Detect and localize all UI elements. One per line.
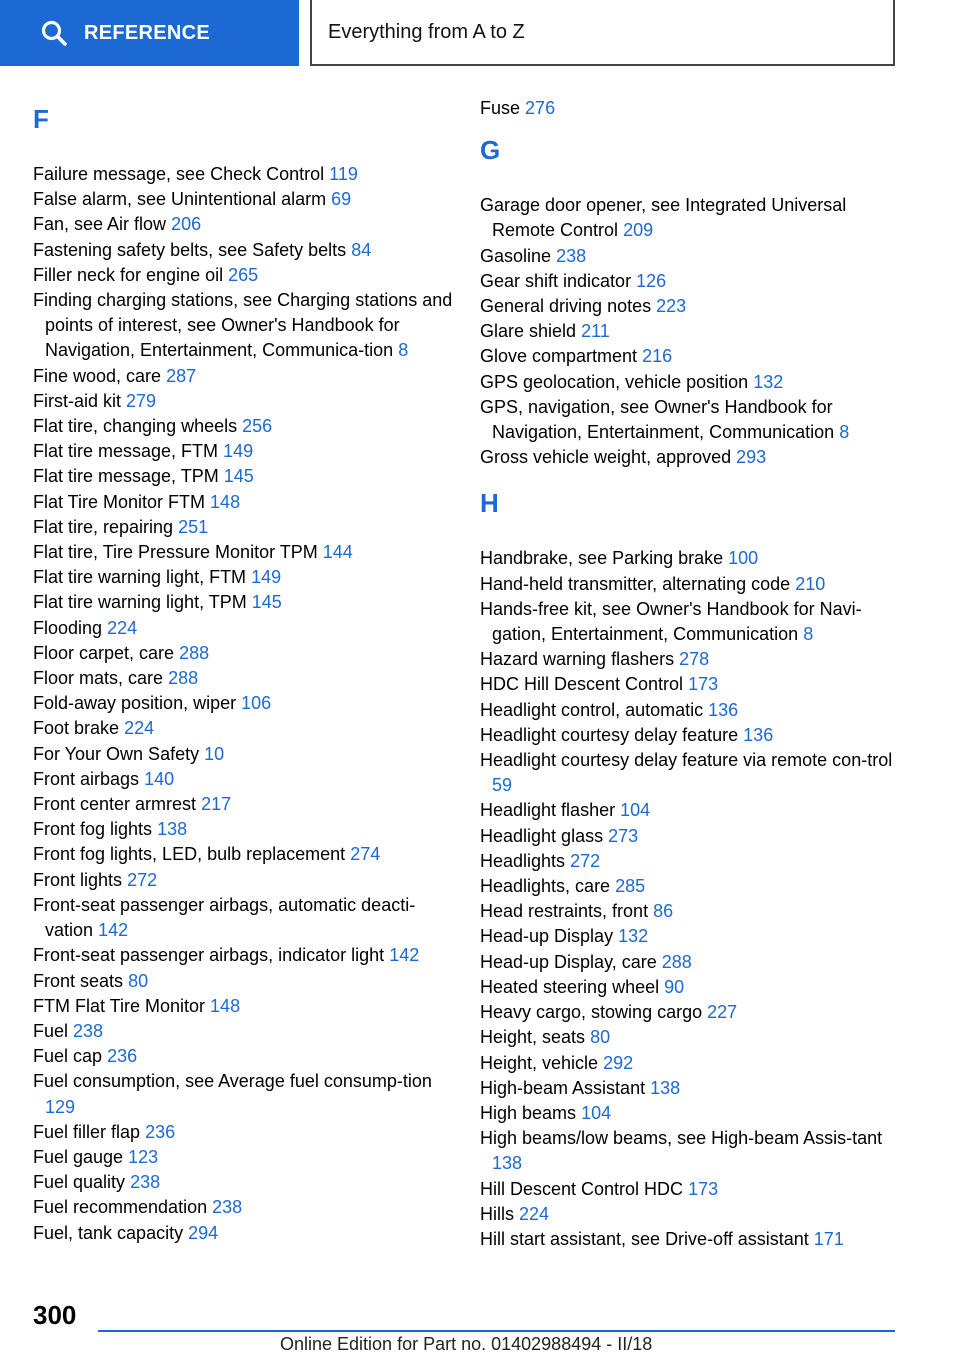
index-entry-text: Fuel, tank capacity [33,1222,184,1243]
index-entry [33,842,453,867]
index-entry-text: Head-up Display [480,926,614,947]
page-reference-link[interactable]: 238 [130,1172,161,1193]
index-entry-text: GPS geolocation, vehicle position [480,371,749,392]
index-entry [480,1025,900,1050]
page-reference-link[interactable]: 123 [128,1146,159,1167]
page-reference-link[interactable]: 149 [223,441,254,462]
index-entry [480,294,900,319]
page-reference-link[interactable]: 148 [210,995,241,1016]
page-reference-link[interactable]: 216 [642,346,673,367]
index-entry-text: Failure message, see Check Control [33,164,325,184]
chapter-title: Everything from A to Z [328,20,525,43]
page-reference-link[interactable]: 80 [590,1027,611,1048]
index-entry-text: Headlights [480,850,566,871]
page-reference-link[interactable]: 136 [743,724,774,745]
page-reference-link[interactable]: 138 [650,1077,681,1098]
index-entries-f [33,162,453,1246]
index-entry-text: Headlights, care [480,876,611,897]
index-column-left [33,96,453,1246]
index-entry [33,691,453,716]
page-reference-link[interactable]: 145 [251,592,282,613]
index-entry [480,96,900,121]
index-entry [33,263,453,288]
index-entry-text: Front-seat passenger airbags, automatic deacti-vation [33,894,416,941]
page-reference-link[interactable]: 223 [656,296,687,317]
index-entry-text: Fuel cap [33,1046,103,1067]
page-number: 300 [33,1300,77,1330]
index-entry [33,187,453,212]
index-entry [33,1221,453,1246]
page-reference-link[interactable]: 119 [329,164,358,184]
index-entry [33,1195,453,1220]
page-reference-link[interactable]: 142 [98,920,129,941]
page-reference-link[interactable]: 251 [178,516,209,537]
page-reference-link[interactable]: 69 [331,189,352,210]
page-reference-link[interactable]: 238 [73,1020,104,1041]
index-entry [33,490,453,515]
index-entry [33,288,453,364]
page-reference-link[interactable]: 265 [228,264,259,285]
index-entry-text: Front center armrest [33,794,197,815]
index-entry [33,515,453,540]
index-entry [480,597,900,647]
index-entry-text: Hills [480,1203,514,1224]
index-entry-text: Hazard warning flashers [480,649,675,670]
page-reference-link[interactable]: 224 [519,1203,550,1224]
page-reference-link[interactable]: 129 [45,1096,76,1117]
index-entry [33,1120,453,1145]
page-reference-link[interactable]: 8 [839,422,850,443]
index-entries-h [480,546,900,1252]
index-entry-text: Glare shield [480,321,577,342]
index-entry-text: Hill start assistant, see Drive-off assistant [480,1228,809,1249]
index-entry-text: Floor carpet, care [33,642,175,663]
page-reference-link[interactable]: 293 [736,447,767,468]
page-reference-link[interactable]: 171 [813,1228,844,1249]
page-reference-link[interactable]: 274 [350,844,381,865]
index-entry-text: Fine wood, care [33,365,162,386]
index-entry-text: Fuel recommendation [33,1197,208,1218]
index-entry-text: Height, seats [480,1027,586,1048]
page-reference-link[interactable]: 272 [570,850,601,871]
index-entry-text: Front fog lights [33,819,153,840]
index-entry-text: Fuel consumption, see Average fuel consump-tion [33,1071,432,1092]
index-entry-text: Heavy cargo, stowing cargo [480,1002,703,1023]
page-reference-link[interactable]: 138 [492,1153,523,1174]
index-entry-text: Handbrake, see Parking brake [480,548,724,569]
index-entry [33,162,453,187]
index-entry [33,565,453,590]
index-entry-text: False alarm, see Unintentional alarm [33,189,327,210]
index-entry-text: Flat Tire Monitor FTM [33,491,206,512]
index-entry [480,344,900,369]
index-entry [33,616,453,641]
page-reference-link[interactable]: 84 [351,239,372,260]
page-header [0,0,960,66]
index-entry [480,370,900,395]
page-reference-link[interactable]: 149 [251,567,282,588]
index-entry [33,666,453,691]
page-reference-link[interactable]: 227 [707,1002,738,1023]
index-entry [33,767,453,792]
index-entry-text: GPS, navigation, see Owner's Handbook for Navigation, Entertainment, Communication [480,396,835,443]
page-reference-link[interactable]: 273 [608,825,639,846]
index-entry-text: Flat tire message, TPM [33,466,219,487]
index-entry [480,572,900,597]
page-reference-link[interactable]: 285 [615,876,646,897]
index-entry [480,1227,900,1252]
index-entry [480,748,900,798]
index-entry [33,590,453,615]
index-entry [480,1177,900,1202]
index-entry-text: Glove compartment [480,346,638,367]
index-entries-g [480,193,900,470]
search-icon [40,19,68,47]
index-entry-text: Fuel quality [33,1172,126,1193]
section-label: REFERENCE [84,21,211,44]
index-entry-text: Floor mats, care [33,668,164,689]
index-entry [480,193,900,243]
index-entry-text: General driving notes [480,296,652,317]
page-reference-link[interactable]: 278 [679,649,710,670]
index-entry [480,1076,900,1101]
page-reference-link[interactable]: 210 [795,573,826,594]
index-entry-text: High beams/low beams, see High-beam Assis-tant [480,1128,883,1149]
page-reference-link[interactable]: 294 [188,1222,219,1243]
index-entry [480,723,900,748]
index-entry-text: Gross vehicle weight, approved [480,447,732,468]
index-letter-f: F [33,104,49,134]
index-entry [33,1044,453,1069]
index-entry-text: High-beam Assistant [480,1077,646,1098]
index-entry [480,1202,900,1227]
index-entry [33,540,453,565]
index-entry-text: Fuse [480,98,521,118]
page-reference-link[interactable]: 104 [620,800,651,821]
index-entry-text: Flat tire, repairing [33,516,174,537]
index-entry [480,319,900,344]
index-entry-text: Headlight flasher [480,800,616,821]
index-entry-text: Fuel [33,1020,69,1041]
index-entry [480,824,900,849]
index-entry [33,817,453,842]
index-entry-text: Hill Descent Control HDC [480,1178,684,1199]
page-reference-link[interactable]: 224 [124,718,155,739]
index-entry-text: Filler neck for engine oil [33,264,224,285]
index-entry [480,672,900,697]
index-entry [33,1170,453,1195]
index-entry-text: Head restraints, front [480,901,649,922]
page-reference-link[interactable]: 8 [398,340,409,361]
index-entry [33,641,453,666]
page-reference-link[interactable]: 8 [803,624,814,645]
index-entry [480,798,900,823]
page-reference-link[interactable]: 238 [556,245,587,266]
index-entry-text: Fuel gauge [33,1146,124,1167]
page-reference-link[interactable]: 142 [389,945,420,966]
index-entry-text: Hands-free kit, see Owner's Handbook for Navi-gation, Entertainment, Communication [480,598,862,645]
index-entry [33,994,453,1019]
index-entry-text: Flat tire, Tire Pressure Monitor TPM [33,542,318,563]
index-entry [480,924,900,949]
index-entry [480,1051,900,1076]
footer-divider [98,1330,895,1332]
page-reference-link[interactable]: 144 [322,542,353,563]
index-entry [33,893,453,943]
index-entry-text: First-aid kit [33,390,122,411]
index-entry-text: Front fog lights, LED, bulb replacement [33,844,346,865]
page-reference-link[interactable]: 132 [753,371,784,392]
index-letter-g: G [480,135,501,166]
index-entry [480,445,900,470]
page-reference-link[interactable]: 272 [127,869,158,890]
page-reference-link[interactable]: 224 [107,617,138,638]
page-reference-link[interactable]: 140 [144,768,175,789]
index-entry-text: Height, vehicle [480,1052,599,1073]
index-entry [480,849,900,874]
index-entry [480,1000,900,1025]
chapter-title-tab [310,0,895,66]
index-entry-text: Foot brake [33,718,120,739]
index-entry [33,716,453,741]
index-entry-text: Heated steering wheel [480,976,660,997]
index-entry-text: Headlight courtesy delay feature via remote con-trol [480,750,893,771]
page-reference-link[interactable]: 287 [166,365,197,386]
index-entry-text: Headlight control, automatic [480,699,704,720]
index-entry-text: Flooding [33,617,103,638]
index-entry-text: For Your Own Safety [33,743,200,764]
index-entry [480,546,900,571]
index-entry-text: Headlight glass [480,825,604,846]
index-entry [480,244,900,269]
page-reference-link[interactable]: 145 [223,466,254,487]
index-entry [33,414,453,439]
page-reference-link[interactable]: 59 [492,775,513,796]
index-entry [33,1145,453,1170]
index-entry [33,792,453,817]
page-reference-link[interactable]: 126 [636,270,667,291]
index-entry-text: Hand-held transmitter, alternating code [480,573,791,594]
index-entry [480,874,900,899]
page-reference-link[interactable]: 104 [581,1102,612,1123]
page-reference-link[interactable]: 173 [688,674,719,695]
page-reference-link[interactable]: 80 [128,970,149,991]
page-reference-link[interactable]: 106 [241,693,272,714]
index-entry [480,1101,900,1126]
index-entry [33,868,453,893]
index-entry [33,464,453,489]
index-entry [33,943,453,968]
page-reference-link[interactable]: 217 [201,794,232,815]
page-reference-link[interactable]: 288 [661,951,692,972]
page-reference-link[interactable]: 90 [664,976,685,997]
index-entry [33,969,453,994]
index-entry-text: Front lights [33,869,123,890]
page-reference-link[interactable]: 148 [210,491,241,512]
index-entry [480,899,900,924]
page-reference-link[interactable]: 292 [603,1052,634,1073]
index-entry-text: Fold-away position, wiper [33,693,237,714]
index-entry [480,698,900,723]
page-reference-link[interactable]: 138 [157,819,188,840]
page-reference-link[interactable]: 211 [581,321,610,342]
index-entry-text: High beams [480,1102,577,1123]
index-entry-text: HDC Hill Descent Control [480,674,684,695]
page-reference-link[interactable]: 100 [728,548,759,569]
page-reference-link[interactable]: 236 [145,1121,176,1142]
index-entry-text: Head-up Display, care [480,951,657,972]
page-reference-link[interactable]: 288 [179,642,210,663]
index-entry [33,364,453,389]
index-entry-text: Flat tire message, FTM [33,441,219,462]
index-entry-text: Finding charging stations, see Charging stations and points of interest, see Owner's Handbook for Navigation, Entertainment, Communica-tion [33,290,453,361]
index-entry [480,975,900,1000]
index-entry-text: Flat tire warning light, FTM [33,567,247,588]
page-reference-link[interactable]: 256 [242,416,273,437]
index-letter-h: H [480,488,499,519]
index-entry-text: Flat tire warning light, TPM [33,592,247,613]
index-entry-text: Garage door opener, see Integrated Universal Remote Control [480,195,847,241]
index-entry-text: Flat tire, changing wheels [33,416,238,437]
page-reference-link[interactable]: 209 [623,220,654,241]
index-entry-text: Fuel filler flap [33,1121,141,1142]
page-reference-link[interactable]: 276 [525,98,556,118]
index-entries-continued [480,96,900,121]
page-reference-link[interactable]: 288 [168,668,199,689]
index-entry [480,395,900,445]
index-entry-text: FTM Flat Tire Monitor [33,995,206,1016]
index-entry [33,439,453,464]
page-reference-link[interactable]: 136 [708,699,739,720]
index-entry-text: Fastening safety belts, see Safety belts [33,239,347,260]
index-entry [480,950,900,975]
index-entry [480,269,900,294]
index-entry-text: Front airbags [33,768,140,789]
reference-tab[interactable] [0,0,299,66]
index-entry-text: Front seats [33,970,124,991]
index-entry [480,647,900,672]
index-entry [33,212,453,237]
page-reference-link[interactable]: 10 [204,743,225,764]
index-entry-text: Headlight courtesy delay feature [480,724,739,745]
index-entry-text: Gasoline [480,245,552,266]
page-reference-link[interactable]: 132 [618,926,649,947]
page-reference-link[interactable]: 86 [653,901,674,922]
page-reference-link[interactable]: 236 [107,1046,138,1067]
index-entry [33,238,453,263]
index-entry-text: Fan, see Air flow [33,214,167,235]
index-entry-text: Gear shift indicator [480,270,632,291]
index-entry-text: Front-seat passenger airbags, indicator light [33,945,385,966]
index-column-right [480,96,900,1252]
index-entry [33,389,453,414]
page-reference-link[interactable]: 173 [688,1178,719,1199]
edition-text: Online Edition for Part no. 01402988494 - II/18 [280,1334,653,1354]
index-entry [33,1019,453,1044]
index-entry [33,1069,453,1119]
page-reference-link[interactable]: 279 [126,390,157,411]
index-entry [33,742,453,767]
page-reference-link[interactable]: 206 [171,214,202,235]
index-entry [480,1126,900,1176]
page-reference-link[interactable]: 238 [212,1197,243,1218]
